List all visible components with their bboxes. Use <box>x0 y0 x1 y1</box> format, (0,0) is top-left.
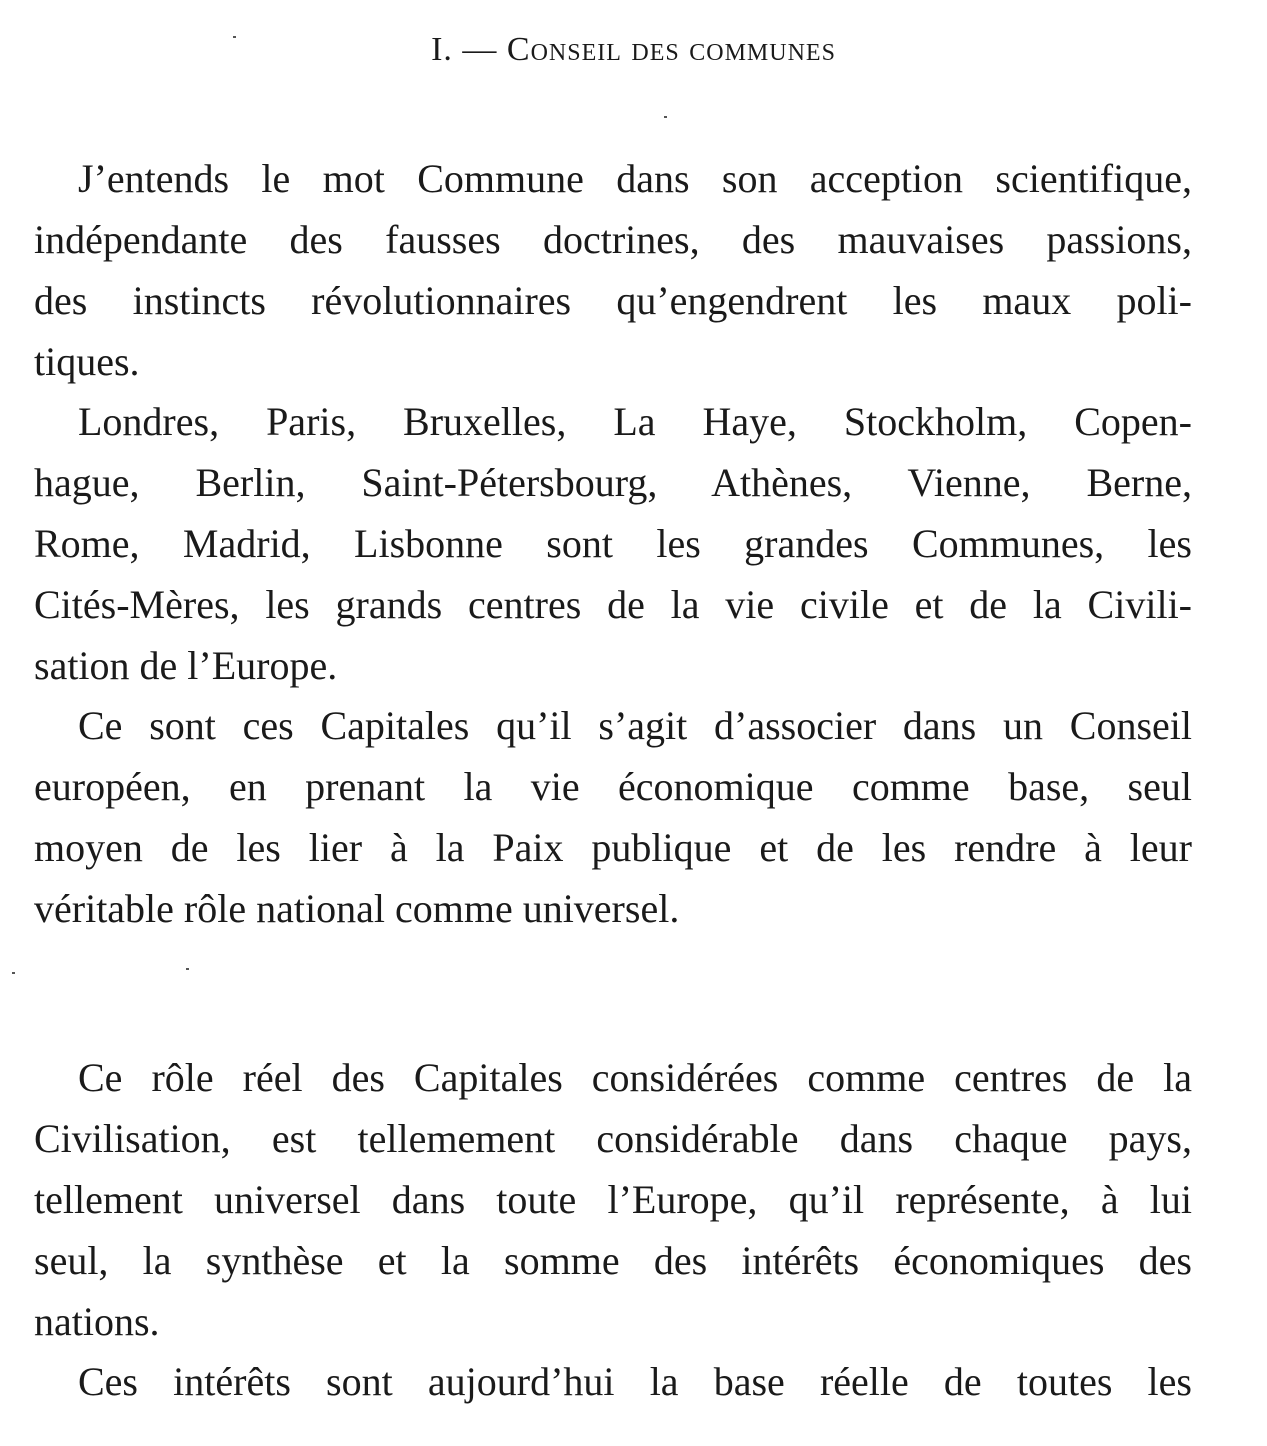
paragraph-line: des instincts révolutionnaires qu’engendrent les maux poli- <box>34 278 1192 323</box>
paragraph-line: Londres, Paris, Bruxelles, La Haye, Stockholm, Copen- <box>78 399 1192 444</box>
paragraph-line: indépendante des fausses doctrines, des mauvaises passions, <box>34 217 1192 262</box>
paragraph-line: Ce rôle réel des Capitales considérées comme centres de la <box>78 1055 1192 1100</box>
paragraph-line: moyen de les lier à la Paix publique et de les rendre à leur <box>34 825 1192 870</box>
print-speck <box>12 972 15 974</box>
paragraph-line: nations. <box>34 1299 160 1344</box>
paragraph-line: Ces intérêts sont aujourd’hui la base réelle de toutes les <box>78 1359 1192 1404</box>
print-speck <box>664 116 667 118</box>
paragraph-line: tiques. <box>34 339 140 384</box>
paragraph-line: tellement universel dans toute l’Europe, qu’il représente, à lui <box>34 1177 1192 1222</box>
paragraph-4 <box>34 1047 1192 1352</box>
paragraph-line: seul, la synthèse et la somme des intérêts économiques des <box>34 1238 1192 1283</box>
print-speck <box>186 968 189 970</box>
heading-dash: — <box>462 31 498 68</box>
paragraph-line: Rome, Madrid, Lisbonne sont les grandes Communes, les <box>34 521 1192 566</box>
section-heading <box>0 22 1267 78</box>
paragraph-line: hague, Berlin, Saint-Pétersbourg, Athènes, Vienne, Berne, <box>34 460 1192 505</box>
paragraph-line: J’entends le mot Commune dans son acception scientifique, <box>78 156 1192 201</box>
paragraph-2 <box>34 391 1192 696</box>
paragraph-5 <box>34 1351 1192 1412</box>
paragraph-line: sation de l’Europe. <box>34 643 338 688</box>
section-number: I. <box>431 31 453 68</box>
print-speck <box>233 36 236 38</box>
section-title: Conseil des communes <box>506 31 836 68</box>
paragraph-line: Civilisation, est tellemement considérable dans chaque pays, <box>34 1116 1192 1161</box>
paragraph-line: Cités-Mères, les grands centres de la vie civile et de la Civili- <box>34 582 1192 627</box>
paragraph-3 <box>34 695 1192 939</box>
paragraph-line: Ce sont ces Capitales qu’il s’agit d’associer dans un Conseil <box>78 703 1192 748</box>
paragraph-1 <box>34 148 1192 392</box>
paragraph-line: véritable rôle national comme universel. <box>34 886 680 931</box>
paragraph-line: européen, en prenant la vie économique comme base, seul <box>34 764 1192 809</box>
